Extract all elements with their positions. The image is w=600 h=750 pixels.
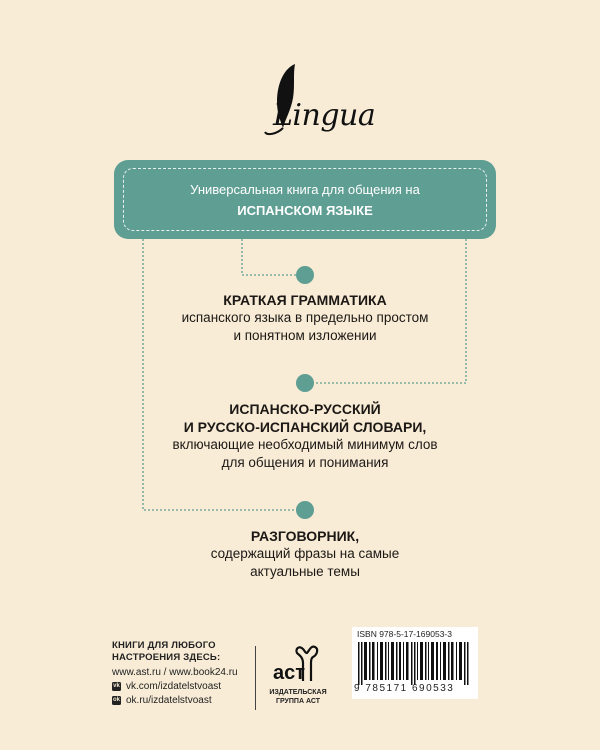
feature-desc-line: и понятном изложении — [233, 328, 377, 343]
header-title: ИСПАНСКОМ ЯЗЫКЕ — [237, 202, 373, 218]
isbn-barcode — [352, 627, 478, 699]
footer-divider — [255, 646, 256, 710]
feature-desc-line: для общения и понимания — [221, 455, 389, 470]
feature-phrasebook — [150, 527, 460, 581]
bullet-circle-3 — [296, 501, 314, 519]
svg-text:аст: аст — [273, 662, 306, 683]
lingua-wordmark: Lingua — [273, 98, 376, 133]
publisher-caption-line: ГРУППА АСТ — [276, 698, 320, 705]
bullet-circle-2 — [296, 374, 314, 392]
lingua-logo — [255, 62, 376, 142]
feature-desc-line: испанского языка в предельно простом — [181, 310, 429, 325]
barcode-digits: 9 785171 690533 — [354, 683, 455, 694]
bullet-circle-1 — [296, 266, 314, 284]
header-dashed-frame — [123, 168, 487, 231]
feature-title: РАЗГОВОРНИК, — [250, 528, 360, 544]
vk-icon: vk — [113, 683, 120, 689]
feature-grammar — [150, 291, 460, 345]
header-subtitle: Универсальная книга для общения на — [190, 181, 420, 197]
publisher-caption — [263, 688, 333, 706]
social-vk[interactable] — [112, 680, 238, 693]
feature-title: ИСПАНСКО-РУССКИЙ — [229, 401, 381, 417]
ast-cactus-icon — [273, 643, 323, 683]
feature-title: КРАТКАЯ ГРАММАТИКА — [223, 292, 387, 308]
feature-desc-line: актуальные темы — [250, 564, 360, 579]
feature-desc-line: включающие необходимый минимум слов — [172, 437, 438, 452]
footer-heading: КНИГИ ДЛЯ ЛЮБОГО — [112, 640, 216, 651]
publisher-caption-line: ИЗДАТЕЛЬСКАЯ — [269, 689, 327, 696]
feature-title: И РУССКО-ИСПАНСКИЙ СЛОВАРИ, — [183, 419, 427, 435]
publisher-logo — [263, 643, 333, 713]
social-ok[interactable] — [112, 694, 238, 707]
ok-icon: ok — [112, 697, 120, 703]
isbn-number: ISBN 978-5-17-169053-3 — [357, 629, 452, 639]
feature-dictionaries — [150, 400, 460, 472]
website-links[interactable]: www.ast.ru / www.book24.ru — [112, 667, 238, 678]
feature-desc-line: содержащий фразы на самые — [210, 546, 400, 561]
footer-links — [112, 640, 238, 707]
header-banner — [114, 160, 496, 239]
social-link[interactable]: ok.ru/izdatelstvoast — [126, 695, 212, 706]
social-link[interactable]: vk.com/izdatelstvoast — [126, 681, 222, 692]
footer-heading: НАСТРОЕНИЯ ЗДЕСЬ: — [112, 652, 221, 663]
barcode-icon — [358, 642, 470, 685]
